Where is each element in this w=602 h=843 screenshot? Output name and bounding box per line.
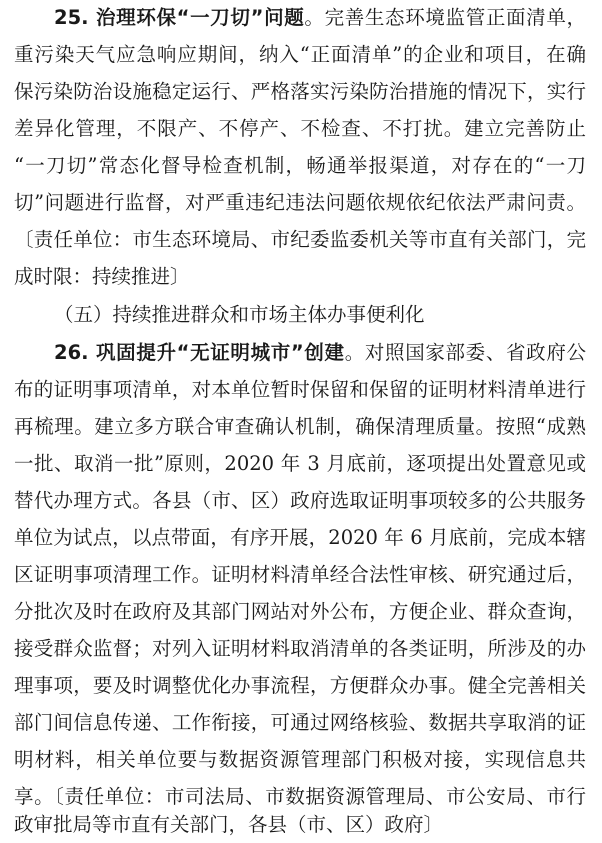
item-26-first-line <box>54 334 586 371</box>
item-25-line-7: 〔责任单位：市生态环境局、市纪委监委机关等市直有关部门，完 <box>14 228 586 251</box>
item-25-first-line <box>54 0 586 36</box>
item-26-line-3: 再梳理。建立多方联合审查确认机制，确保清理质量。按照“成熟 <box>14 415 586 438</box>
item-26-line-10: 理事项，要及时调整优化办事流程，方便群众办事。健全完善相关 <box>14 674 586 697</box>
item-26-line-1: 。对照国家部委、省政府公 <box>344 341 586 364</box>
item-25-line-5: “一刀切”常态化督导检查机制，畅通举报渠道，对存在的“一刀 <box>14 154 586 177</box>
item-25-line-1: 。完善生态环境监管正面清单， <box>304 6 586 29</box>
item-26-line-8: 分批次及时在政府及其部门网站对外公布，方便企业、群众查询， <box>14 600 586 623</box>
item-26-line-9: 接受群众监督；对列入证明材料取消清单的各类证明，所涉及的办 <box>14 637 586 660</box>
section-5-title: （五）持续推进群众和市场主体办事便利化 <box>54 303 425 326</box>
item-25-line-6: 切”问题进行监督，对严重违纪违法问题依规依纪依法严肃问责。 <box>14 191 586 214</box>
item-26-line-5: 替代办理方式。各县（市、区）政府选取证明事项较多的公共服务 <box>14 489 586 512</box>
item-26-line-13: 享。〔责任单位：市司法局、市数据资源管理局、市公安局、市行 <box>14 785 586 808</box>
item-26-line-11: 部门间信息传递、工作衔接，可通过网络核验、数据共享取消的证 <box>14 711 586 734</box>
item-25-line-3: 保污染防治设施稳定运行、严格落实污染防治措施的情况下，实行 <box>14 80 586 103</box>
item-25-line-4: 差异化管理，不限产、不停产、不检查、不打扰。建立完善防止 <box>14 117 586 140</box>
item-26-line-12: 明材料，相关单位要与数据资源管理部门积极对接，实现信息共 <box>14 748 586 771</box>
item-26-line-7: 区证明事项清理工作。证明材料清单经合法性审核、研究通过后， <box>14 563 586 586</box>
item-26-line-4: 一批、取消一批”原则，2020 年 3 月底前，逐项提出处置意见或 <box>14 452 586 475</box>
item-25-line-2: 重污染天气应急响应期间，纳入“正面清单”的企业和项目，在确 <box>14 43 586 66</box>
item-26-line-2: 布的证明事项清单，对本单位暂时保留和保留的证明材料清单进行 <box>14 378 586 401</box>
item-25-line-8: 成时限：持续推进〕 <box>14 265 190 288</box>
item-26-line-14: 政审批局等市直有关部门，各县（市、区）政府〕 <box>14 813 444 836</box>
item-25-heading: 25. 治理环保“一刀切”问题 <box>54 6 305 29</box>
item-26-heading: 26. 巩固提升“无证明城市”创建 <box>54 341 345 364</box>
item-26-line-6: 单位为试点，以点带面，有序开展，2020 年 6 月底前，完成本辖 <box>14 526 586 549</box>
